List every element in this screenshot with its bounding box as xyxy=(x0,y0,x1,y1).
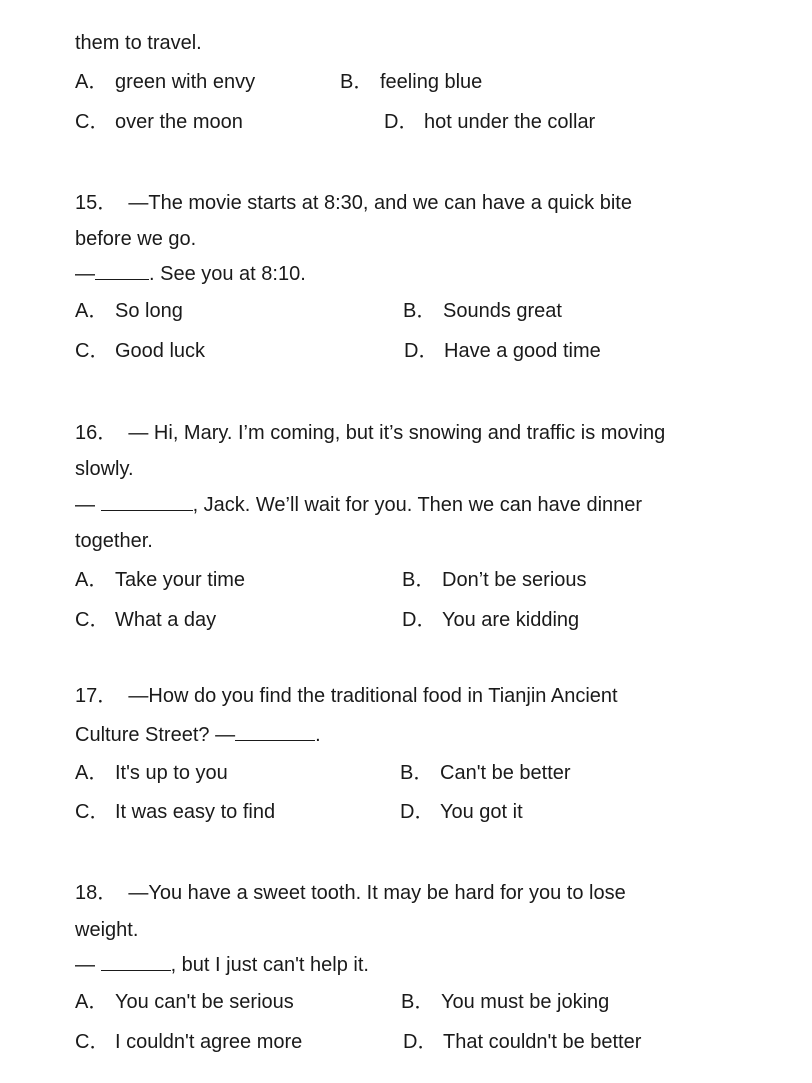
option-letter: A． xyxy=(75,71,109,93)
q18-option-a[interactable] xyxy=(75,988,294,1016)
reply-text: . See you at 8:10. xyxy=(149,263,306,285)
option-text: Take your time xyxy=(115,569,246,591)
reply-text: , Jack. We’ll wait for you. Then we can have dinner xyxy=(192,494,643,516)
q15-option-a[interactable] xyxy=(75,297,183,325)
option-text: green with envy xyxy=(115,71,256,93)
q18-reply xyxy=(75,950,369,979)
q17-option-c[interactable] xyxy=(75,798,275,826)
option-text: Have a good time xyxy=(444,340,601,362)
q15-prompt-line2: before we go. xyxy=(75,228,197,250)
question-prompt: —How do you find the traditional food in Tianjin Ancient xyxy=(128,685,618,707)
option-letter: A． xyxy=(75,569,109,591)
reply-dash: — xyxy=(75,494,95,516)
answer-blank[interactable] xyxy=(101,950,171,971)
option-letter: D． xyxy=(404,340,439,362)
q14-option-c[interactable] xyxy=(75,108,243,136)
q16-option-b[interactable] xyxy=(402,566,587,594)
q16-reply-line2: together. xyxy=(75,530,153,552)
option-letter: A． xyxy=(75,762,109,784)
q17-prompt-line2 xyxy=(75,720,321,749)
option-text: What a day xyxy=(115,609,217,631)
q16-reply xyxy=(75,490,642,519)
option-text: Sounds great xyxy=(443,300,562,322)
option-text: over the moon xyxy=(115,111,243,133)
q16-option-a[interactable] xyxy=(75,566,245,594)
reply-dash: — xyxy=(75,263,95,285)
question-prompt: Culture Street? — xyxy=(75,724,236,746)
question-prompt: — Hi, Mary. I’m coming, but it’s snowing and traffic is moving xyxy=(128,422,666,444)
option-text: Good luck xyxy=(115,340,206,362)
q16-prompt-line1 xyxy=(75,419,665,447)
reply-text: , but I just can't help it. xyxy=(170,954,369,976)
option-letter: D． xyxy=(400,801,435,823)
option-letter: C． xyxy=(75,801,110,823)
option-text: hot under the collar xyxy=(424,111,596,133)
q15-option-c[interactable] xyxy=(75,337,205,365)
q17-option-b[interactable] xyxy=(400,759,571,787)
option-letter: B． xyxy=(403,300,437,322)
question-number: 15． xyxy=(75,192,118,214)
q14-option-b[interactable] xyxy=(340,68,482,96)
option-letter: D． xyxy=(384,111,419,133)
option-letter: B． xyxy=(401,991,435,1013)
q17-prompt-line1 xyxy=(75,682,618,710)
question-number: 18． xyxy=(75,882,118,904)
option-letter: A． xyxy=(75,300,109,322)
q18-option-d[interactable] xyxy=(403,1028,641,1056)
q16-option-c[interactable] xyxy=(75,606,216,634)
question-prompt: —The movie starts at 8:30, and we can have a quick bite xyxy=(128,192,632,214)
option-letter: C． xyxy=(75,340,110,362)
answer-blank[interactable] xyxy=(95,259,149,280)
question-prompt-end: . xyxy=(315,724,321,746)
q16-option-d[interactable] xyxy=(402,606,579,634)
q18-option-b[interactable] xyxy=(401,988,609,1016)
option-text: It's up to you xyxy=(115,762,228,784)
q18-prompt-line2: weight. xyxy=(75,919,139,941)
option-text: Can't be better xyxy=(440,762,571,784)
option-text: You got it xyxy=(440,801,523,823)
q14-text-tail: them to travel. xyxy=(75,32,202,54)
answer-blank[interactable] xyxy=(235,720,315,741)
option-text: That couldn't be better xyxy=(443,1031,642,1053)
answer-blank[interactable] xyxy=(101,490,193,511)
option-letter: B． xyxy=(400,762,434,784)
option-letter: C． xyxy=(75,1031,110,1053)
q15-prompt-line1 xyxy=(75,189,632,217)
option-letter: C． xyxy=(75,111,110,133)
option-letter: B． xyxy=(340,71,374,93)
question-prompt: —You have a sweet tooth. It may be hard for you to lose xyxy=(128,882,626,904)
q17-option-d[interactable] xyxy=(400,798,523,826)
option-letter: D． xyxy=(403,1031,438,1053)
option-text: Don’t be serious xyxy=(442,569,587,591)
option-text: You are kidding xyxy=(442,609,580,631)
q15-option-d[interactable] xyxy=(404,337,601,365)
question-number: 17． xyxy=(75,685,118,707)
q14-option-d[interactable] xyxy=(384,108,595,136)
option-letter: C． xyxy=(75,609,110,631)
option-text: So long xyxy=(115,300,183,322)
question-number: 16． xyxy=(75,422,118,444)
option-text: You must be joking xyxy=(441,991,610,1013)
option-text: I couldn't agree more xyxy=(115,1031,303,1053)
q14-option-a[interactable] xyxy=(75,68,255,96)
option-text: It was easy to find xyxy=(115,801,276,823)
reply-dash: — xyxy=(75,954,95,976)
q17-option-a[interactable] xyxy=(75,759,228,787)
q18-option-c[interactable] xyxy=(75,1028,302,1056)
option-letter: B． xyxy=(402,569,436,591)
option-text: You can't be serious xyxy=(115,991,294,1013)
q18-prompt-line1 xyxy=(75,879,626,907)
option-letter: A． xyxy=(75,991,109,1013)
q16-prompt-line2: slowly. xyxy=(75,458,134,480)
option-letter: D． xyxy=(402,609,437,631)
q15-reply xyxy=(75,259,306,288)
q15-option-b[interactable] xyxy=(403,297,562,325)
option-text: feeling blue xyxy=(380,71,483,93)
